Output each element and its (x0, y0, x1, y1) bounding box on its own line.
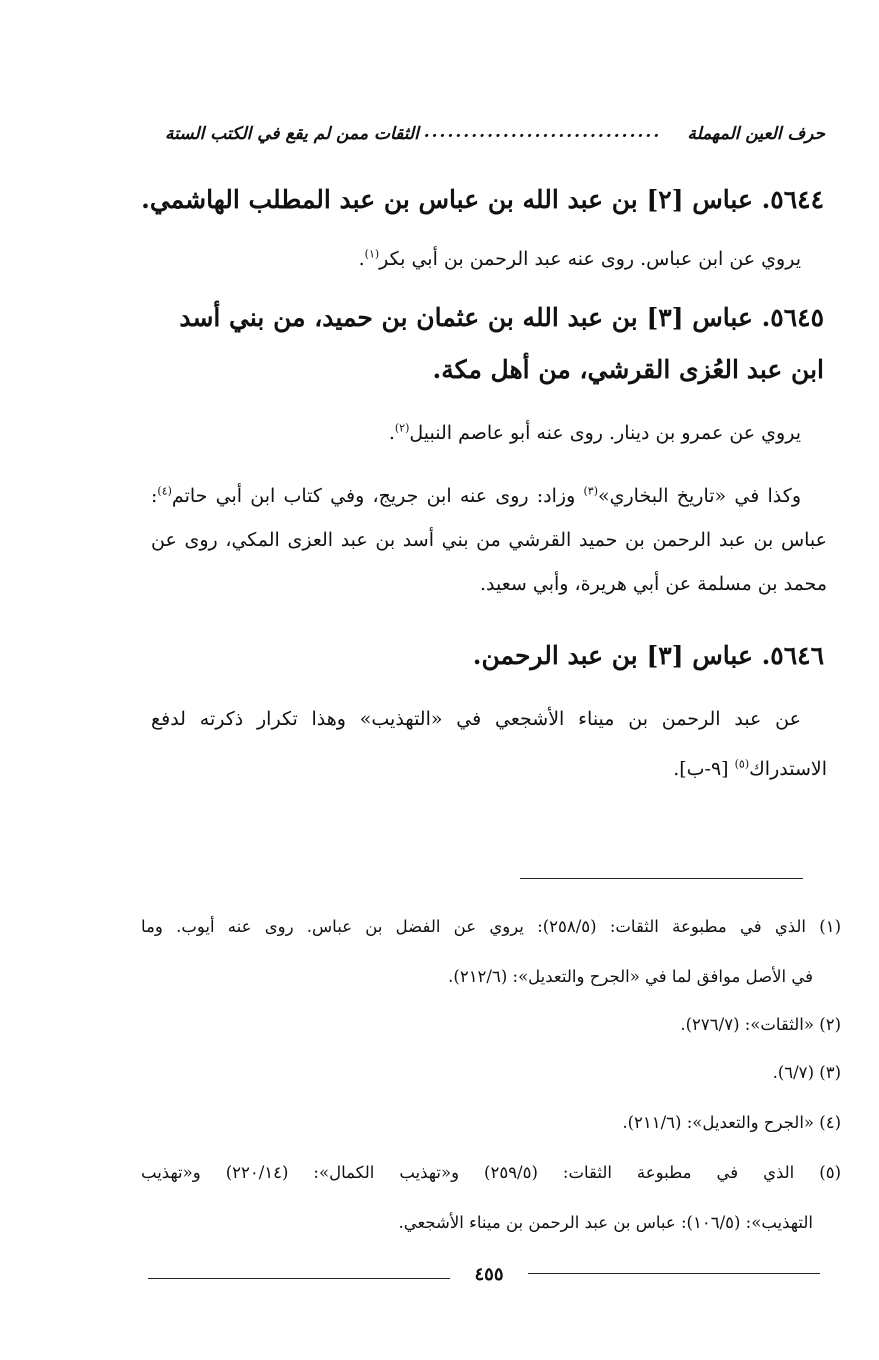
footnote-1-line2: في الأصل موافق لما في «الجرح والتعديل»: (٢١٢/٦). (448, 967, 813, 986)
footnote-ref: (٤) (157, 484, 172, 498)
footnote-ref: (١) (364, 247, 380, 261)
entry-text-tail: . (388, 422, 395, 444)
entry-heading-5646: ٥٦٤٦. عباس [٣] بن عبد الرحمن. (472, 641, 824, 670)
footnote-ref: (٥) (734, 757, 750, 771)
footnote-5-line2: التهذيب»: (١٠٦/٥): عباس بن عبد الرحمن بن ميناء الأشجعي. (398, 1213, 813, 1232)
entry-text-tail: . (358, 248, 365, 270)
footnote-1-line1: (١) الذي في مطبوعة الثقات: (٢٥٨/٥): يروي عن الفضل بن عباس. روى عنه أيوب. وما (141, 917, 841, 936)
bottom-rule-right (528, 1273, 820, 1274)
page-number: ٤٥٥ (474, 1264, 504, 1285)
entry-text-5645 (101, 414, 801, 452)
paragraph-part: وزاد: روى عنه ابن جريج، وفي كتاب ابن أبي حاتم (171, 485, 584, 507)
paragraph-part: : عباس بن عبد الرحمن بن حميد القرشي من بني أسد بن عبد العزى المكي، روى عن محمد بن مسلمة عن أبي هريرة، وأبي سعيد. (151, 485, 827, 595)
paragraph-part: [٩-ب]. (673, 758, 735, 780)
entry-heading-5644: ٥٦٤٤. عباس [٢] بن عبد الله بن عباس بن عبد المطلب الهاشمي. (141, 185, 824, 214)
header-book-title: الثقات ممن لم يقع في الكتب الستة (165, 124, 419, 144)
entry-text-5646 (151, 694, 827, 794)
entry-text: يروي عن ابن عباس. روى عنه عبد الرحمن بن أبي بكر (379, 248, 801, 270)
footnote-4: (٤) «الجرح والتعديل»: (٢١١/٦). (622, 1113, 841, 1132)
entry-heading-5645-line1: ٥٦٤٥. عباس [٣] بن عبد الله بن عثمان بن حميد، من بني أسد ابن عبد (179, 303, 824, 384)
footnote-ref: (٢) (394, 421, 410, 435)
running-header (165, 118, 825, 158)
bottom-rule-left (148, 1278, 450, 1279)
footnote-5-line1: (٥) الذي في مطبوعة الثقات: (٢٥٩/٥) و«تهذيب الكمال»: (٢٢٠/١٤) و«تهذيب (141, 1163, 841, 1182)
entry-text: يروي عن عمرو بن دينار. روى عنه أبو عاصم النبيل (409, 422, 801, 444)
footnote-2: (٢) «الثقات»: (٢٧٦/٧). (680, 1015, 841, 1034)
footnote-ref: (٣) (583, 484, 598, 498)
entry-extra-5645 (151, 474, 827, 606)
paragraph-part: وكذا في «تاريخ البخاري» (598, 485, 802, 507)
footnote-separator (520, 878, 803, 879)
paragraph-part: عن عبد الرحمن بن ميناء الأشجعي في «التهذيب» وهذا تكرار ذكرته لدفع الاستدراك (151, 708, 827, 780)
header-section-title: حرف العين المهملة (687, 124, 825, 144)
footnote-3: (٣) (٦/٧). (772, 1063, 841, 1082)
entry-text-5644 (101, 240, 801, 278)
header-dots: .............................. (423, 122, 662, 142)
entry-heading-5645-line2: العُزى القرشي، من أهل مكة. (432, 355, 739, 384)
